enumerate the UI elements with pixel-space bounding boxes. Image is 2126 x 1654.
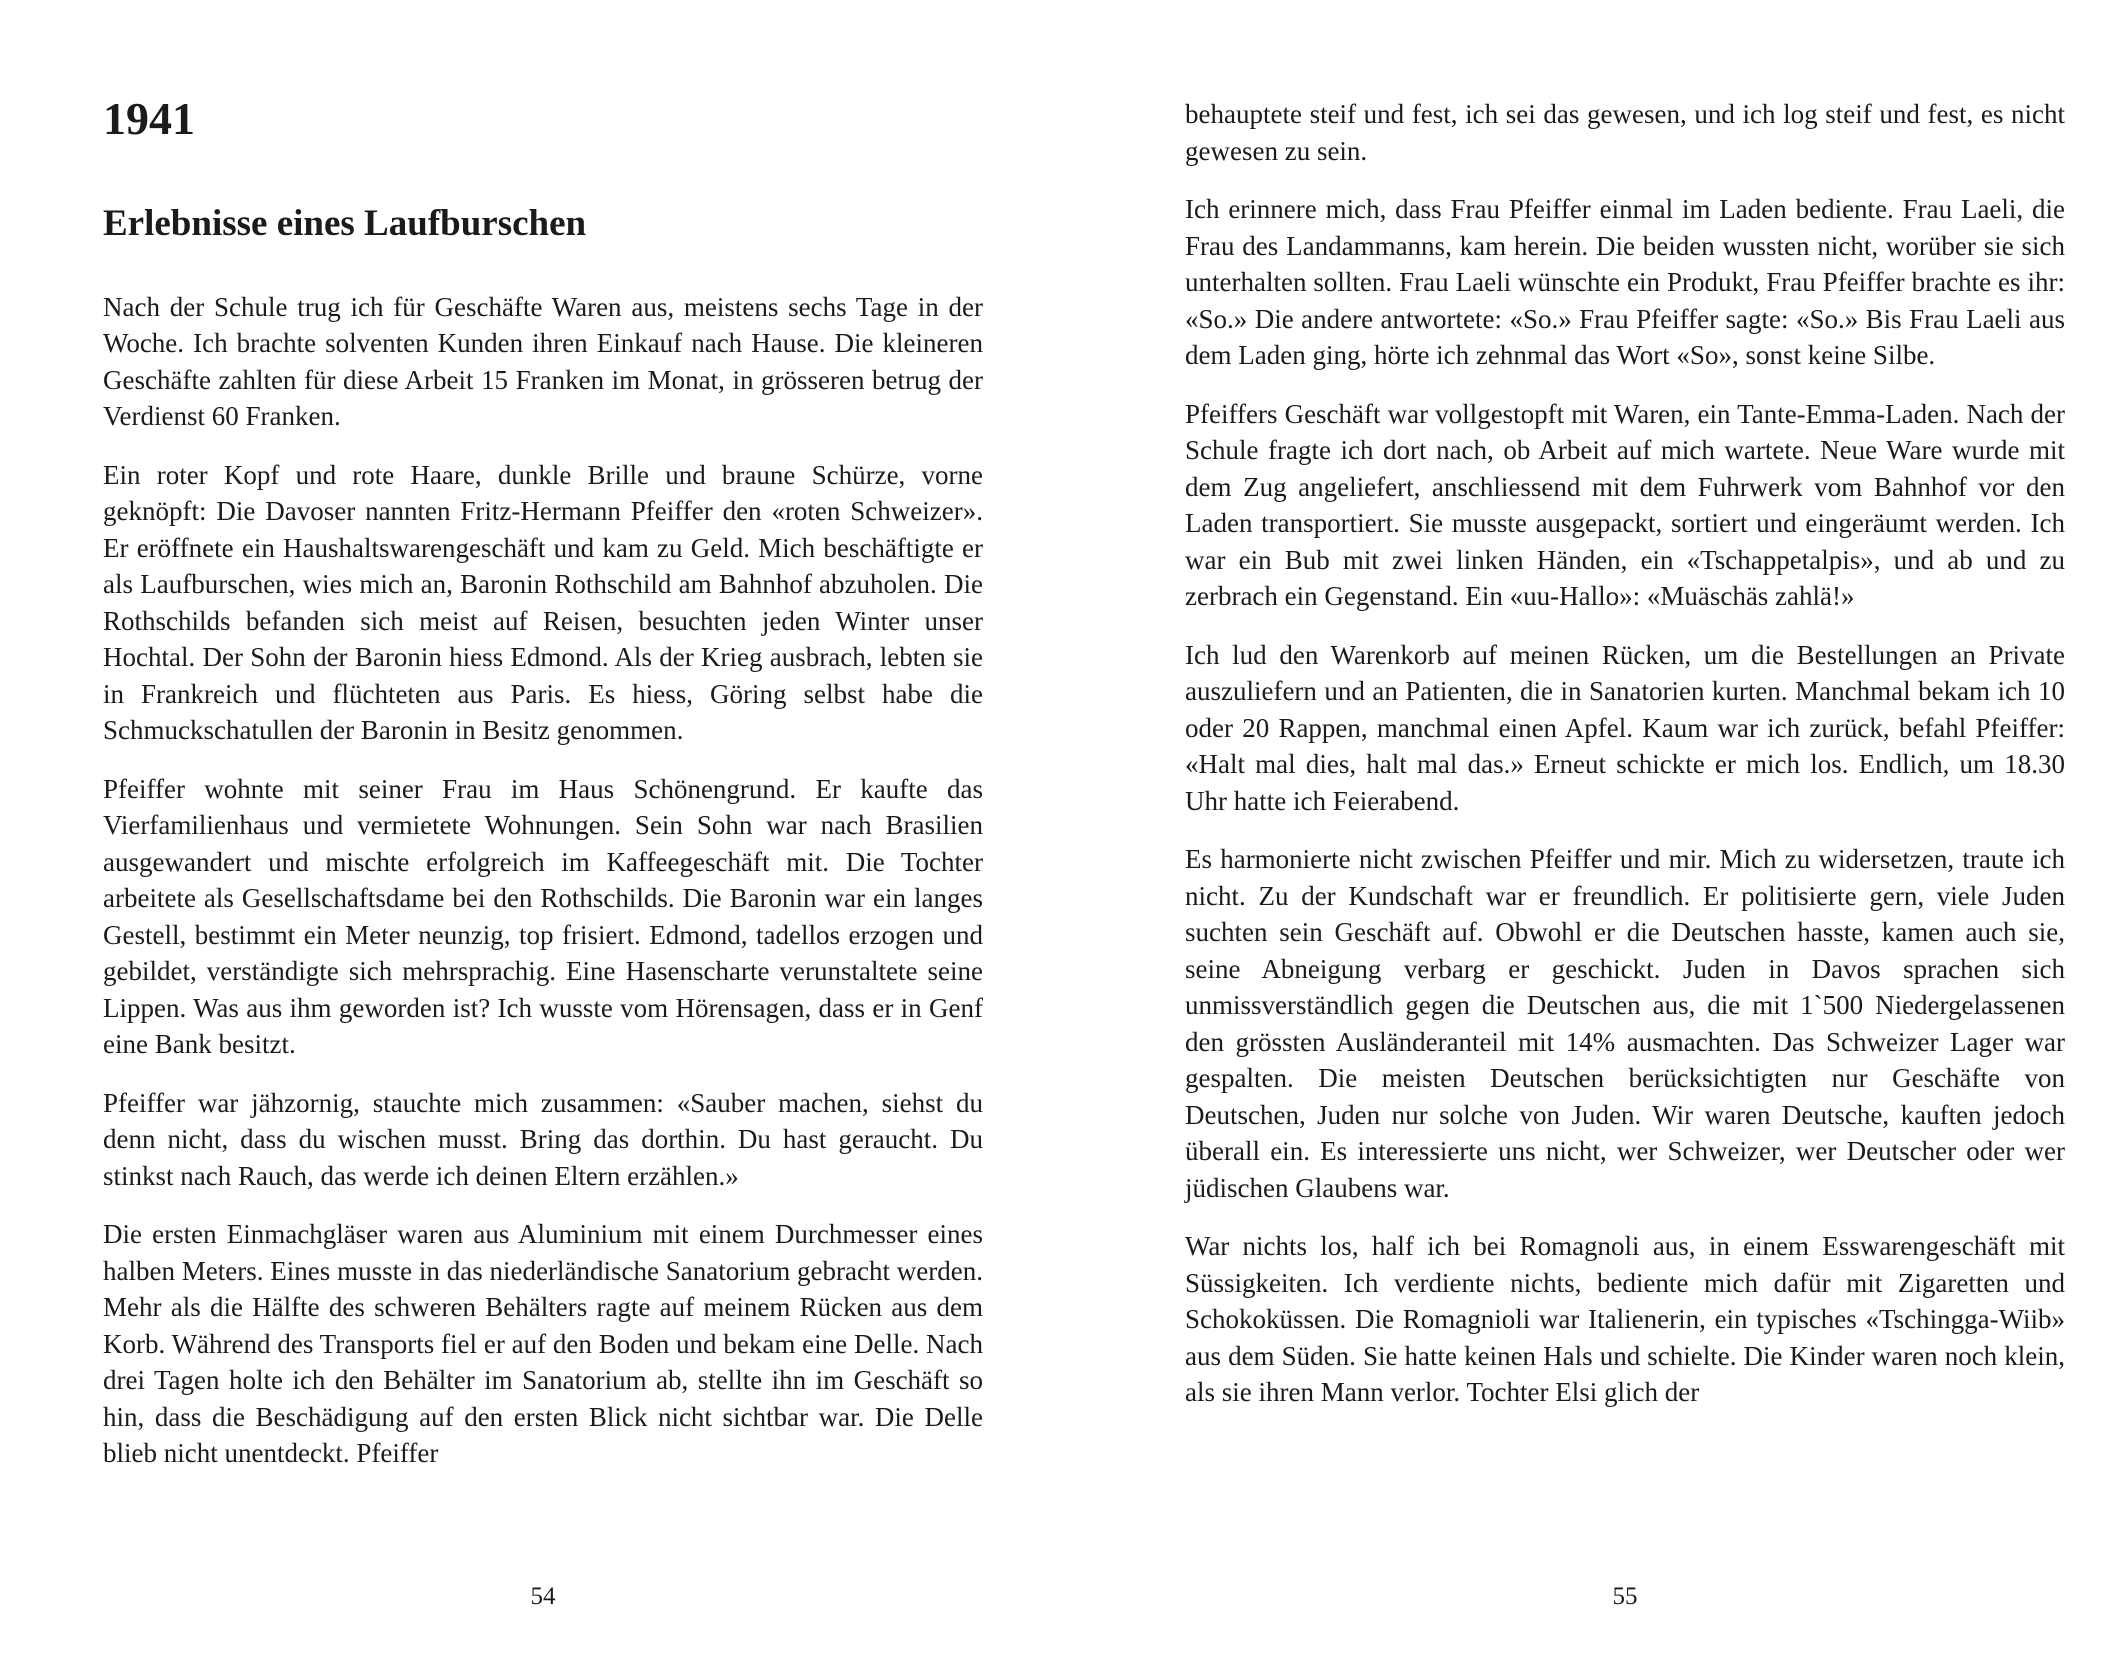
- paragraph: Die ersten Einmachgläser waren aus Aluminium mit einem Durchmesser eines halben Meters. Eines musste in das niederländische Sanatorium gebracht werden. Mehr als die Hälfte des schweren Behälters ragte auf meinem Rücken aus dem Korb. Während des Transports fiel er auf den Boden und bekam eine Delle. Nach drei Tagen holte ich den Behälter im Sanatorium ab, stellte ihn im Geschäft so hin, dass die Beschädigung auf den ersten Blick nicht sichtbar war. Die Delle blieb nicht unentdeckt. Pfeiffer: [103, 1219, 983, 1469]
- right-page: [1185, 96, 2065, 1433]
- paragraph: Pfeiffer wohnte mit seiner Frau im Haus Schönengrund. Er kaufte das Vierfamilienhaus und vermietete Wohnungen. Sein Sohn war nach Brasilien ausgewandert und mischte erfolgreich im Kaffeegeschäft mit. Die Tochter arbeitete als Gesellschaftsdame bei den Rothschilds. Die Baronin war ein langes Gestell, bestimmt ein Meter neunzig, top frisiert. Edmond, tadellos erzogen und gebildet, verständigte sich mehrsprachig. Eine Hasenscharte verunstaltete seine Lippen. Was aus ihm geworden ist? Ich wusste vom Hörensagen, dass er in Genf eine Bank besitzt.: [103, 773, 983, 1060]
- left-page: [103, 93, 983, 1494]
- page-number-right: 55: [1612, 1583, 1638, 1610]
- paragraph: Pfeiffers Geschäft war vollgestopft mit Waren, ein Tante-Emma-Laden. Nach der Schule fragte ich dort nach, ob Arbeit auf mich wartete. Neue Ware wurde mit dem Zug angeliefert, anschliessend mit dem Fuhrwerk vom Bahnhof vor den Laden transportiert. Sie musste ausgepackt, sortiert und eingeräumt werden. Ich war ein Bub mit zwei linken Händen, ein «Tschappetalpis», und ab und zu zerbrach ein Gegenstand. Ein «uu-Hallo»: «Muäschäs zahlä!»: [1185, 398, 2065, 611]
- year-heading: 1941: [103, 93, 195, 144]
- paragraph: War nichts los, half ich bei Romagnoli aus, in einem Esswarengeschäft mit Süssigkeiten. Ich verdiente nichts, bediente mich dafür mit Zigaretten und Schokoküssen. Die Romagnioli war Italienerin, ein typisches «Tschingga-Wiib» aus dem Süden. Sie hatte keinen Hals und schielte. Die Kinder waren noch klein, als sie ihren Mann verlor. Tochter Elsi glich der: [1185, 1231, 2065, 1407]
- paragraph: Ein roter Kopf und rote Haare, dunkle Brille und braune Schürze, vorne geknöpft: Die Davoser nannten Fritz-Hermann Pfeiffer den «roten Schweizer». Er eröffnete ein Haushaltswarengeschäft und kam zu Geld. Mich beschäftigte er als Laufburschen, wies mich an, Baronin Rothschild am Bahnhof abzuholen. Die Rothschilds befanden sich meist auf Reisen, besuchten jeden Winter unser Hochtal. Der Sohn der Baronin hiess Edmond. Als der Krieg ausbrach, lebten sie in Frankreich und flüchteten aus Paris. Es hiess, Göring selbst habe die Schmuckschatullen der Baronin in Besitz genommen.: [103, 459, 983, 746]
- chapter-heading: Erlebnisse eines Laufburschen: [103, 203, 587, 244]
- paragraph: Es harmonierte nicht zwischen Pfeiffer und mir. Mich zu widersetzen, traute ich nicht. Zu der Kundschaft war er freundlich. Er politisierte gern, viele Juden suchten sein Geschäft auf. Obwohl er die Deutschen hasste, kamen auch sie, seine Abneigung verbarg er geschickt. Juden in Davos sprachen sich unmissverständlich gegen die Deutschen aus, die mit 1`500 Niedergelassenen den grössten Ausländeranteil mit 14% ausmachten. Das Schweizer Lager war gespalten. Die meisten Deutschen berücksichtigten nur Geschäfte von Deutschen, Juden nur solche von Juden. Wir waren Deutsche, kauften jedoch überall ein. Es interessierte uns nicht, wer Schweizer, wer Deutscher oder wer jüdischen Glaubens war.: [1185, 844, 2065, 1203]
- page-number-left: 54: [530, 1583, 556, 1610]
- paragraph: Nach der Schule trug ich für Geschäfte Waren aus, meistens sechs Tage in der Woche. Ich brachte solventen Kunden ihren Einkauf nach Hause. Die kleineren Geschäfte zahlten für diese Arbeit 15 Franken im Monat, in grösseren betrug der Verdienst 60 Franken.: [103, 291, 983, 432]
- paragraph: Ich lud den Warenkorb auf meinen Rücken, um die Bestellungen an Private auszuliefern und an Patienten, die in Sanatorien kurten. Manchmal bekam ich 10 oder 20 Rappen, manchmal einen Apfel. Kaum war ich zurück, befahl Pfeiffer: «Halt mal dies, halt mal das.» Erneut schickte er mich los. Endlich, um 18.30 Uhr hatte ich Feierabend.: [1185, 639, 2065, 816]
- paragraph: Ich erinnere mich, dass Frau Pfeiffer einmal im Laden bediente. Frau Laeli, die Frau des Landammanns, kam herein. Die beiden wussten nicht, worüber sie sich unterhalten sollten. Frau Laeli wünschte ein Produkt, Frau Pfeiffer brachte es ihr: «So.» Die andere antwortete: «So.» Frau Pfeiffer sagte: «So.» Bis Frau Laeli aus dem Laden ging, hörte ich zehnmal das Wort «So», sonst keine Silbe.: [1185, 194, 2065, 370]
- paragraph: Pfeiffer war jähzornig, stauchte mich zusammen: «Sauber machen, siehst du denn nicht, dass du wischen musst. Bring das dorthin. Du hast geraucht. Du stinkst nach Rauch, das werde ich deinen Eltern erzählen.»: [103, 1087, 983, 1191]
- paragraph: behauptete steif und fest, ich sei das gewesen, und ich log steif und fest, es nicht gewesen zu sein.: [1185, 99, 2065, 166]
